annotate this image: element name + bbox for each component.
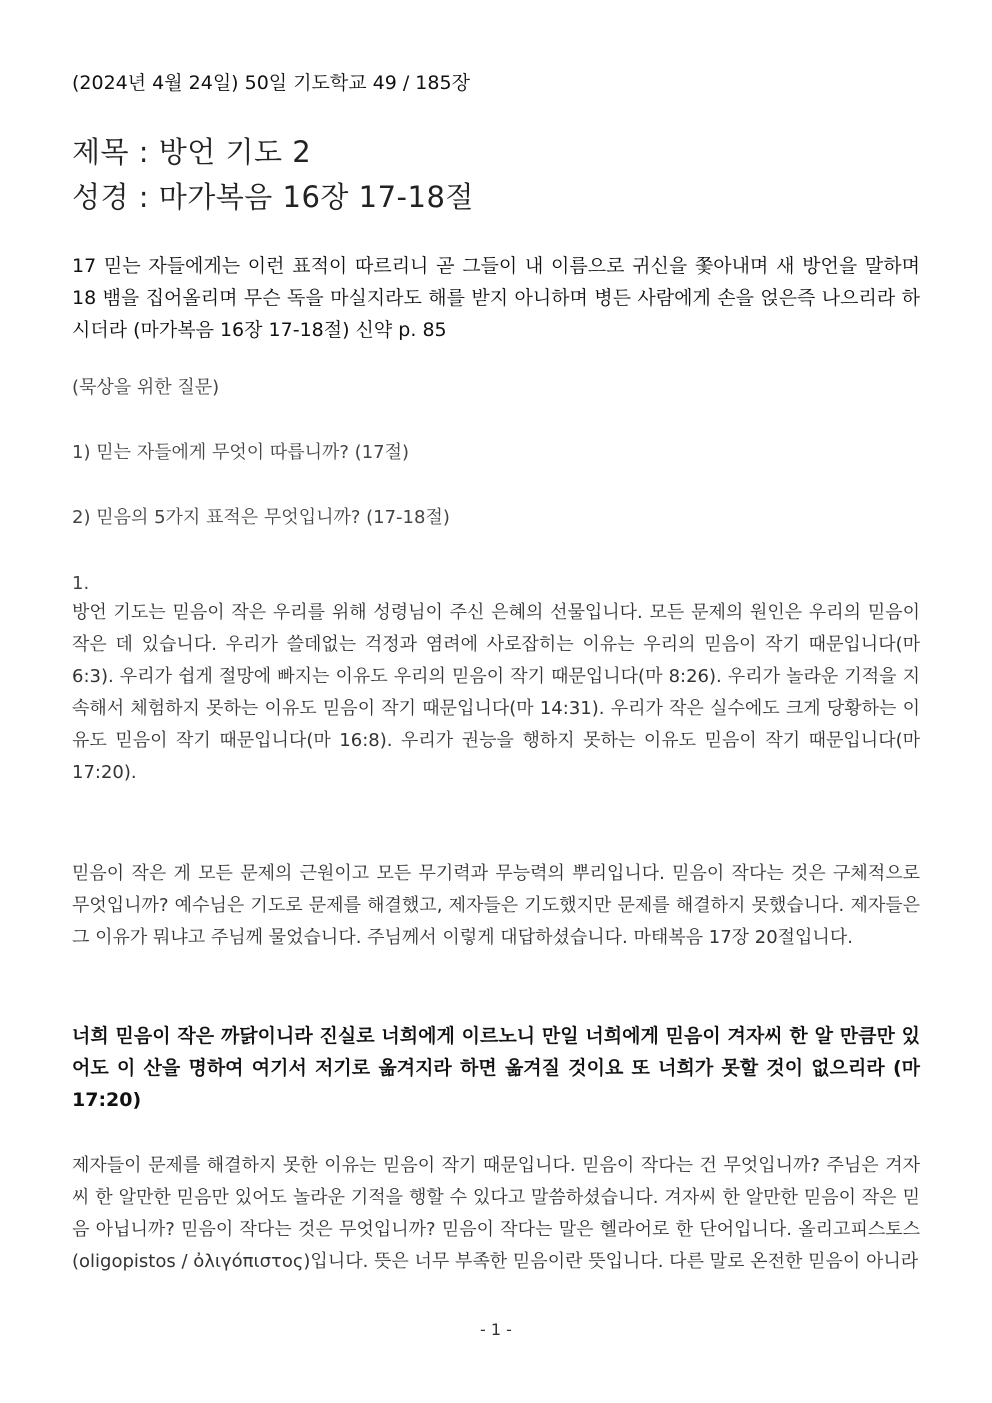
body-paragraph-1: 방언 기도는 믿음이 작은 우리를 위해 성령님이 주신 은혜의 선물입니다. 모든 문제의 원인은 우리의 믿음이 작은 데 있습니다. 우리가 쓸데없는 걱정과 염려에 사로잡히는 이유는 우리의 믿음이 작기 때문입니다(마 6:3). 우리가 쉽게 절망에 빠지는 이유도 우리의 믿음이 작기 때문입니다(마 8:26). 우리가 놀라운 기적을 지속해서 체험하지 못하는 이유도 믿음이 작기 때문입니다(마 14:31). 우리가 작은 실수에도 크게 당황하는 이유도 믿음이 작기 때문입니다(마 16:8). 우리가 권능을 행하지 못하는 이유도 믿음이 작기 때문입니다(마 17:20). — [72, 602, 920, 783]
scripture-passage: 17 믿는 자들에게는 이런 표적이 따르리니 곧 그들이 내 이름으로 귀신을 쫓아내며 새 방언을 말하며 18 뱀을 집어올리며 무슨 독을 마실지라도 해를 받지 아니하며 병든 사람에게 손을 얹은즉 나으리라 하시더라 (마가복음 16장 17-18절) 신약 p. 85 — [72, 255, 920, 341]
bible-quote: 너희 믿음이 작은 까닭이니라 진실로 너희에게 이르노니 만일 너희에게 믿음이 겨자씨 한 알 만큼만 있어도 이 산을 명하여 여기서 저기로 옮겨지라 하면 옮겨질 것이요 또 너희가 못할 것이 없으리라 (마 17:20) — [72, 1025, 920, 1111]
scripture-reference: 성경 : 마가복음 16장 17-18절 — [72, 180, 474, 214]
meditation-question-2: 2) 믿음의 5가지 표적은 무엇입니까? (17-18절) — [72, 507, 450, 528]
date-line: (2024년 4월 24일) 50일 기도학교 49 / 185장 — [72, 72, 470, 94]
sermon-title: 제목 : 방언 기도 2 — [72, 135, 312, 169]
page-number: - 1 - — [480, 1320, 512, 1339]
meditation-question-1: 1) 믿는 자들에게 무엇이 따릅니까? (17절) — [72, 442, 410, 463]
meditation-heading: (묵상을 위한 질문) — [72, 377, 220, 398]
body-paragraph-2: 믿음이 작은 게 모든 문제의 근원이고 모든 무기력과 무능력의 뿌리입니다. 믿음이 작다는 것은 구체적으로 무엇입니까? 예수님은 기도로 문제를 해결했고, 제자들은 기도했지만 문제를 해결하지 못했습니다. 제자들은 그 이유가 뭐냐고 주님께 물었습니다. 주님께서 이렇게 대답하셨습니다. 마태복음 17장 20절입니다. — [72, 863, 920, 948]
section-number: 1. — [72, 573, 90, 594]
body-paragraph-3: 제자들이 문제를 해결하지 못한 이유는 믿음이 작기 때문입니다. 믿음이 작다는 건 무엇입니까? 주님은 겨자씨 한 알만한 믿음만 있어도 놀라운 기적을 행할 수 있다고 말씀하셨습니다. 겨자씨 한 알만한 믿음이 작은 믿음 아닙니까? 믿음이 작다는 것은 무엇입니까? 믿음이 작다는 말은 헬라어로 한 단어입니다. 올리고피스토스(oligopistos / ὀλιγόπιστος)입니다. 뜻은 너무 부족한 믿음이란 뜻입니다. 다른 말로 온전한 믿음이 아니라 — [72, 1155, 920, 1272]
